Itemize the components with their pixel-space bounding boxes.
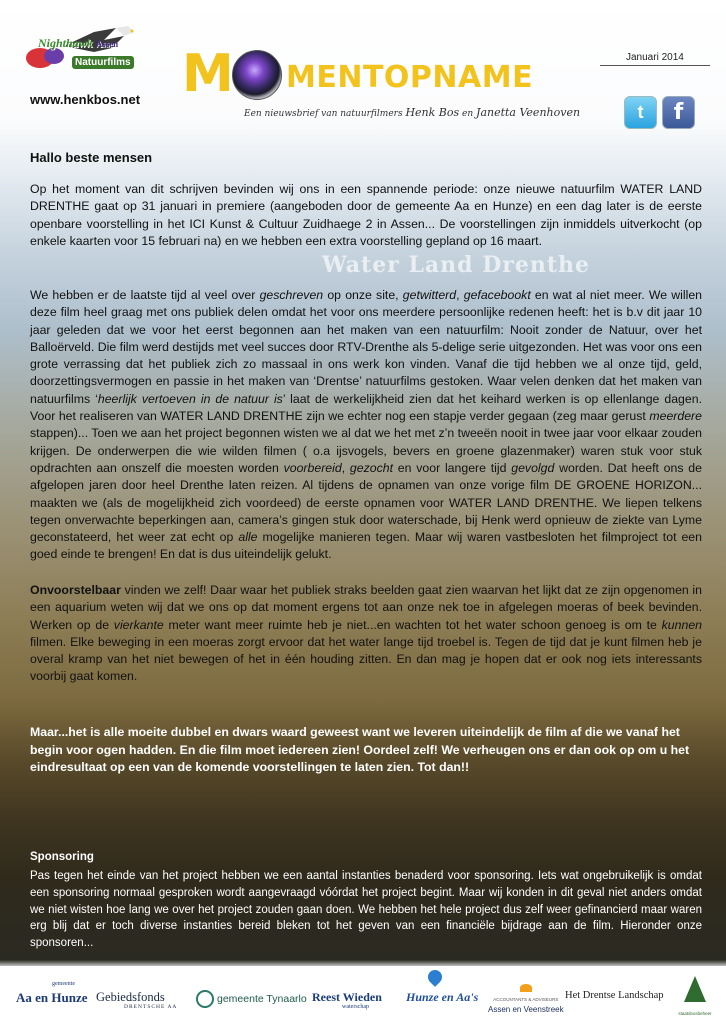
sponsor-hunze-en-aas-logo <box>406 990 478 1005</box>
sponsor-hunze-label: Hunze en Aa's <box>406 990 479 1004</box>
greeting: Hallo beste mensen <box>30 150 153 165</box>
story-paragraph <box>30 287 702 564</box>
sponsor-reest-label: Reest Wieden <box>312 990 382 1004</box>
text-run: , <box>456 288 464 302</box>
sponsor-staatsbosbeheer-logo <box>678 976 712 1016</box>
bird-emblem-icon <box>520 984 532 992</box>
text-run: ’ laat de werkelijkheid zien dat het keihard werken is op ellenlange dagen. Voor het realiseren van WATER LAND DRENTHE zijn we echter nog een stapje verder gegaan (zeg maar gerust <box>30 391 702 424</box>
subtitle-name1: Henk Bos <box>405 106 460 119</box>
text-run: mogelijke manieren tegen. Maar wij waren vastbesloten het filmproject tot een goed einde te brengen! En dat is dus uiteindelijk gelukt. <box>30 530 702 562</box>
sponsor-heading: Sponsoring <box>30 851 94 863</box>
text-run: op onze site, <box>323 288 403 302</box>
sponsor-tynaarlo-logo <box>196 990 307 1008</box>
emphasis: kunnen <box>661 617 702 632</box>
text-run: vinden we zelf! Daar waar het publiek straks beelden gaat zien waarvan het lijkt dat ze zijn opgenomen in een aquarium weten wij dat we ons op dat moment ergens tot aan onze nek toe in afgelegen moeras of beek bevinden. Werken op de <box>30 583 702 632</box>
text-run: meter want meer ruimte heb je niet...en wachten tot het water schoon genoeg is om te <box>163 617 662 632</box>
title-letter: M <box>182 44 231 104</box>
tynaarlo-emblem-icon <box>196 990 214 1008</box>
sponsor-aa-label: Aa en Hunze <box>16 990 88 1005</box>
sponsor-aa-small: gemeente <box>52 981 75 987</box>
intro-paragraph: Op het moment van dit schrijven bevinden wij ons in een spannende periode: onze nieuwe natuurfilm WATER LAND DRENTHE gaat op 31 januari in premiere (aangeboden door de gemeente Aa en Hunze) en een dag later is de eerste openbare voorstelling in het ICI Kunst & Cultuur Zuidhaege 2 in Assen... De voorstellingen zijn inmiddels uitverkocht (op enkele kaarten voor 15 februari na) en we hebben een extra voorstelling gepland op 16 maart. <box>30 182 702 248</box>
emphasis: vierkante <box>113 617 164 632</box>
twitter-button[interactable] <box>624 96 657 129</box>
website-link[interactable]: www.henkbos.net <box>30 92 141 107</box>
newsletter-title: MENTOPNAME <box>286 60 534 95</box>
text-run: en voor langere tijd <box>393 460 512 475</box>
nighthawk-logo <box>22 22 162 112</box>
text-run: stappen)... Toen we aan het project begonnen wisten we al dat we het met z’n tweeën nooit in twee jaar voor elkaar zouden krijgen. De onderwerpen die wie wilden filmen ( o.a ijsvogels, bevers en groene glazenmaker) waren stuk voor stuk opdrachten aan onszelf die moesten worden <box>30 426 702 475</box>
subtitle-prefix: Een nieuwsbrief van natuurfilmers <box>244 109 403 119</box>
logo-line1: Nighthawk <box>38 36 93 50</box>
emphasis: gevolgd <box>511 460 555 475</box>
sponsor-aa-en-hunze-logo <box>16 981 88 1006</box>
sponsor-tynaarlo-label: gemeente Tynaarlo <box>217 992 307 1005</box>
emphasis: gezocht <box>349 460 393 475</box>
sponsor-rabo-small: ACCOUNTANTS & ADVISEURS <box>493 997 559 1002</box>
logo-line2: Natuurfilms <box>72 56 134 69</box>
subtitle-name2: Janetta Veenhoven <box>476 106 581 119</box>
emphasis: heerlijk vertoeven in de natuur is <box>97 391 283 406</box>
logo-assen: Assen <box>95 39 119 49</box>
text-run: , <box>341 460 350 475</box>
sponsor-sbb-small: staatsbosbeheer <box>678 1011 712 1016</box>
sponsor-gebiedsfonds-label: Gebiedsfonds <box>96 990 165 1004</box>
sponsor-drentse-landschap-logo: Het Drentse Landschap <box>565 990 664 1001</box>
water-drop-icon <box>425 967 445 987</box>
emphasis: getwitterd <box>402 288 457 302</box>
masthead <box>182 44 582 119</box>
issue-date: Januari 2014 <box>626 52 684 63</box>
sponsor-rabo-label: Assen en Veenstreek <box>488 1005 564 1014</box>
film-title-watermark: Water Land Drenthe <box>322 252 591 278</box>
text-run: worden. Dat heeft ons de afgelopen jaren door heel Drenthe laten reizen. Al tijdens de opnamen van onze vorige film DE GROENE HORIZON... maakten we (als de mogelijkheid zich voordeed) de eerste opnamen voor WATER LAND DRENTHE. We liepen telkens tegen onverwachte beperkingen aan, camera’s gingen stuk door waterschade, bij Henk werd opnieuw de ziekte van Lyme geconstateerd, het weer zat echt op <box>30 460 702 545</box>
text-run: filmen. Elke beweging in een moeras zorgt ervoor dat het water lange tijd troebel is. Tegen de tijd dat je kunt filmen heb je overal kramp van het niet bewegen of het in één houding zitten. En dan mag je hopen dat er ook nog iets interessants voorbij gaat komen. <box>30 634 702 684</box>
date-divider <box>600 65 710 66</box>
closing-paragraph: Maar...het is alle moeite dubbel en dwars waard geweest want we leveren uiteindelijk de film af die we vanaf het begin voor ogen hadden. En die film moet iedereen zien! Oordeel zelf! We verheugen ons er dan ook op om u het eindresultaat op een van de komende voorstellingen te laten zien. Tot dan!! <box>30 725 690 774</box>
twitter-icon: t <box>637 102 644 122</box>
emphasis: geschreven <box>259 288 324 302</box>
subtitle-and: en <box>462 109 474 119</box>
emphasis: meerdere <box>649 409 702 424</box>
emphasis: voorbereid <box>283 460 342 475</box>
sponsor-paragraph: Pas tegen het einde van het project hebben we een aantal instanties benaderd voor sponsoring. Iets wat ongebruikelijk is omdat een sponsoring normaal gesproken wordt aangevraagd vóórdat het project begint. Maar wij konden in dit geval niet anders omdat we niet wisten hoe lang we over het project zouden gaan doen. We hebben het hele project dus zelf weer gefinancierd maar waren erg blij dat er toch diverse instanties bereid bleken tot het geven van een financiële bijdrage aan de film. Hieronder onze sponsoren... <box>30 870 702 950</box>
eagle-icon <box>24 26 152 78</box>
bold-emphasis: Onvoorstelbaar <box>30 583 121 597</box>
sponsor-reest-small: waterschap <box>342 1004 369 1010</box>
tree-icon <box>684 976 706 1002</box>
facebook-icon: f <box>673 100 684 125</box>
text-run: en wat al niet meer. We willen deze film heel graag met ons publiek delen omdat het voor ons meerdere persoonlijke redenen heeft: het is b.v dit jaar 10 jaar geleden dat we voor het eerst begonnen aan het maken van een natuurfilm: Nooit zonder de Natuur, over het Balloërveld. Die film werd destijds met veel succes door RTV-Drenthe als 5-delige serie uitgezonden. Het was voor ons een grote verrassing dat het publiek zich zo massaal in ons werk kon vinden. Vanaf die tijd hebben we al onze tijd, geld, doorzettingsvermogen en passie in het maken van ‘Drentse’ natuurfilms gestoken. Waar velen denken dat het maken van natuurfilms ‘ <box>30 288 703 406</box>
camera-lens-icon <box>232 50 282 100</box>
sponsor-reest-wieden-logo <box>312 990 382 1010</box>
emphasis: alle <box>238 530 258 545</box>
sponsor-gebiedsfonds-logo <box>96 990 178 1010</box>
text-run: We hebben er de laatste tijd al veel over <box>30 288 260 302</box>
sponsor-gebiedsfonds-small: DRENTSCHE AA <box>124 1004 178 1010</box>
newsletter-subtitle <box>244 106 580 119</box>
story-paragraph-continued <box>30 582 702 686</box>
emphasis: gefacebookt <box>463 288 531 302</box>
sponsor-accountants-logo <box>488 984 564 1015</box>
facebook-button[interactable] <box>662 96 695 129</box>
sponsor-logo-bar <box>0 966 726 1024</box>
